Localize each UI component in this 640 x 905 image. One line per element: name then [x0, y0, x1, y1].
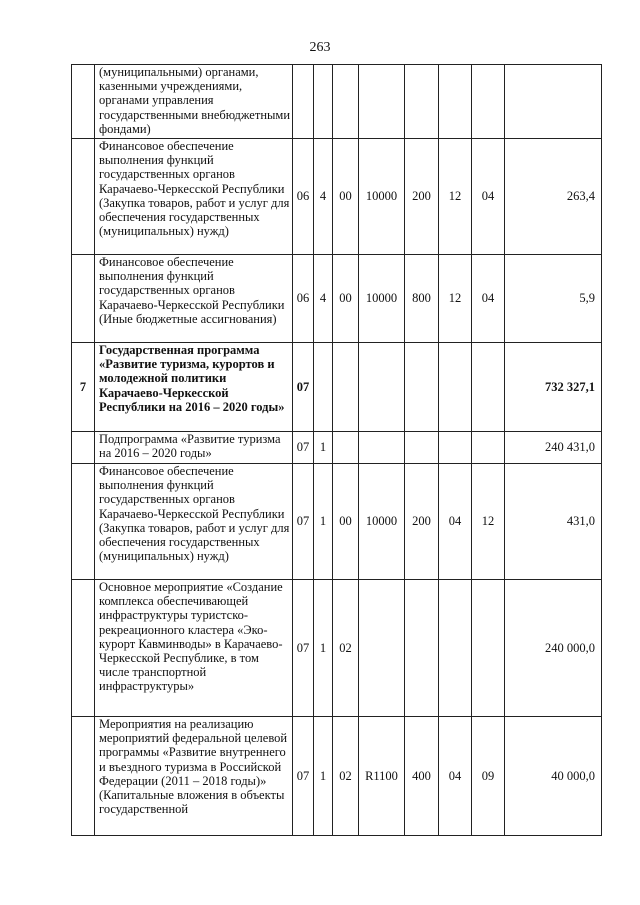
- item-name-cell: Финансовое обеспечение выполнения функций государственных органов Карачаево-Черкесской Республики (Закупка товаров, работ и услуг для обеспечения государственных (муниципальных) нужд): [95, 139, 293, 255]
- item-name-cell: Мероприятия на реализацию мероприятий федеральной целевой программы «Развитие внутреннего и въездного туризма в Российской Федерации (2011 – 2018 годы)» (Капитальные вложения в объекты государственной: [95, 717, 293, 836]
- code-cell-6: [439, 432, 472, 464]
- code-cell-4: [359, 580, 405, 717]
- amount-cell: 40 000,0: [505, 717, 602, 836]
- code-cell-3: 00: [333, 255, 359, 343]
- code-cell-3: 00: [333, 464, 359, 580]
- table-row: [72, 432, 602, 464]
- table-row: [72, 255, 602, 343]
- table-row: [72, 717, 602, 836]
- code-cell-2: 4: [314, 255, 333, 343]
- table-row: [72, 139, 602, 255]
- code-cell-6: [439, 65, 472, 139]
- code-cell-6: [439, 343, 472, 432]
- code-cell-2: 1: [314, 717, 333, 836]
- code-cell-3: [333, 432, 359, 464]
- code-cell-2: 1: [314, 432, 333, 464]
- code-cell-3: 02: [333, 580, 359, 717]
- code-cell-4: 10000: [359, 139, 405, 255]
- code-cell-7: [472, 432, 505, 464]
- table-row: [72, 65, 602, 139]
- code-cell-2: [314, 343, 333, 432]
- code-cell-1: 07: [293, 464, 314, 580]
- table-row: [72, 464, 602, 580]
- code-cell-6: 12: [439, 255, 472, 343]
- item-name-cell: Подпрограмма «Развитие туризма на 2016 – 2020 годы»: [95, 432, 293, 464]
- code-cell-4: R1100: [359, 717, 405, 836]
- code-cell-5: 200: [405, 464, 439, 580]
- amount-cell: 732 327,1: [505, 343, 602, 432]
- code-cell-4: [359, 432, 405, 464]
- item-name-cell: (муниципальными) органами, казенными учреждениями, органами управления государственными внебюджетными фондами): [95, 65, 293, 139]
- code-cell-1: [293, 65, 314, 139]
- code-cell-5: 200: [405, 139, 439, 255]
- code-cell-4: [359, 343, 405, 432]
- code-cell-5: 400: [405, 717, 439, 836]
- code-cell-5: [405, 580, 439, 717]
- code-cell-1: 06: [293, 255, 314, 343]
- code-cell-3: 00: [333, 139, 359, 255]
- row-number-cell: 7: [72, 343, 95, 432]
- table-row: [72, 580, 602, 717]
- amount-cell: 240 431,0: [505, 432, 602, 464]
- code-cell-6: 04: [439, 464, 472, 580]
- amount-cell: 263,4: [505, 139, 602, 255]
- code-cell-5: 800: [405, 255, 439, 343]
- row-number-cell: [72, 65, 95, 139]
- code-cell-5: [405, 432, 439, 464]
- amount-cell: 431,0: [505, 464, 602, 580]
- code-cell-2: 1: [314, 580, 333, 717]
- code-cell-7: [472, 65, 505, 139]
- code-cell-1: 07: [293, 717, 314, 836]
- item-name-cell: Основное мероприятие «Создание комплекса обеспечивающей инфраструктуры туристско-рекреационного кластера «Эко-курорт Кавминводы» в Карачаево-Черкесской Республике, в том числе транспортной инфраструктуры»: [95, 580, 293, 717]
- budget-table: [71, 64, 602, 836]
- code-cell-2: 4: [314, 139, 333, 255]
- code-cell-5: [405, 65, 439, 139]
- code-cell-7: [472, 343, 505, 432]
- amount-cell: 5,9: [505, 255, 602, 343]
- code-cell-7: 12: [472, 464, 505, 580]
- item-name-cell: Финансовое обеспечение выполнения функций государственных органов Карачаево-Черкесской Республики (Закупка товаров, работ и услуг для обеспечения государственных (муниципальных) нужд): [95, 464, 293, 580]
- code-cell-2: 1: [314, 464, 333, 580]
- code-cell-1: 07: [293, 432, 314, 464]
- code-cell-5: [405, 343, 439, 432]
- code-cell-6: 12: [439, 139, 472, 255]
- amount-cell: 240 000,0: [505, 580, 602, 717]
- item-name-cell: Государственная программа «Развитие туризма, курортов и молодежной политики Карачаево-Черкесской Республики на 2016 – 2020 годы»: [95, 343, 293, 432]
- item-name-cell: Финансовое обеспечение выполнения функций государственных органов Карачаево-Черкесской Республики (Иные бюджетные ассигнования): [95, 255, 293, 343]
- row-number-cell: [72, 139, 95, 255]
- row-number-cell: [72, 717, 95, 836]
- code-cell-4: 10000: [359, 255, 405, 343]
- code-cell-3: [333, 65, 359, 139]
- code-cell-4: 10000: [359, 464, 405, 580]
- code-cell-1: 07: [293, 580, 314, 717]
- amount-cell: [505, 65, 602, 139]
- row-number-cell: [72, 580, 95, 717]
- row-number-cell: [72, 255, 95, 343]
- code-cell-3: [333, 343, 359, 432]
- code-cell-7: 04: [472, 255, 505, 343]
- code-cell-6: [439, 580, 472, 717]
- code-cell-7: [472, 580, 505, 717]
- code-cell-6: 04: [439, 717, 472, 836]
- budget-table-body: [72, 65, 602, 836]
- row-number-cell: [72, 464, 95, 580]
- page-number: 263: [309, 40, 331, 55]
- code-cell-1: 06: [293, 139, 314, 255]
- table-row: [72, 343, 602, 432]
- code-cell-3: 02: [333, 717, 359, 836]
- code-cell-2: [314, 65, 333, 139]
- code-cell-1: 07: [293, 343, 314, 432]
- code-cell-7: 09: [472, 717, 505, 836]
- code-cell-4: [359, 65, 405, 139]
- row-number-cell: [72, 432, 95, 464]
- code-cell-7: 04: [472, 139, 505, 255]
